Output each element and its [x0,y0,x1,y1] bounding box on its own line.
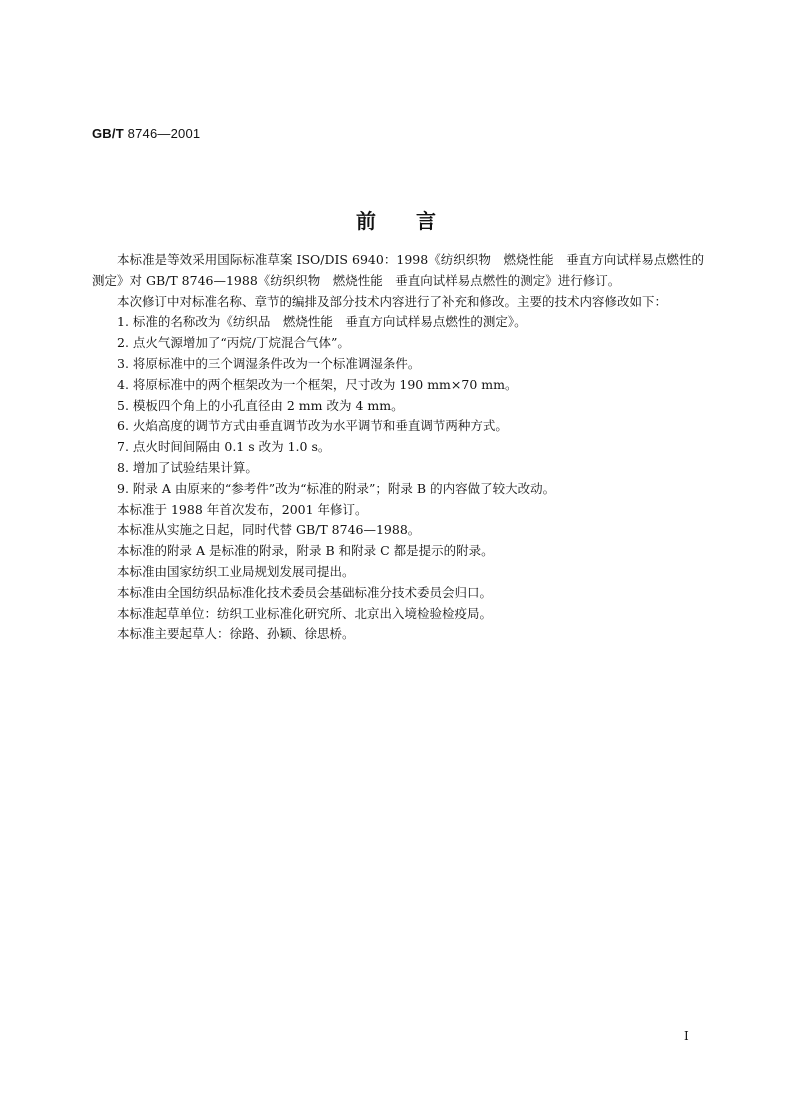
change-item-4: 4. 将原标准中的两个框架改为一个框架，尺寸改为 190 mm×70 mm。 [117,376,518,392]
standard-code-number: 8746—2001 [127,126,201,141]
statement-proposed-by: 本标准由国家纺织工业局规划发展司提出。 [117,563,355,579]
page-number: I [684,1029,689,1043]
change-item-2: 2. 点火气源增加了“丙烷/丁烷混合气体”。 [117,335,350,351]
statement-annexes: 本标准的附录 A 是标准的附录，附录 B 和附录 C 都是提示的附录。 [117,543,494,559]
change-item-9: 9. 附录 A 由原来的“参考件”改为“标准的附录”；附录 B 的内容做了较大改动。 [117,480,556,496]
changes-list [92,312,704,499]
change-item-6: 6. 火焰高度的调节方式由垂直调节改为水平调节和垂直调节两种方式。 [117,418,508,434]
change-item-3: 3. 将原标准中的三个调湿条件改为一个标准调湿条件。 [117,355,421,371]
change-item-8: 8. 增加了试验结果计算。 [117,459,258,475]
document-body [92,250,704,645]
statement-managed-by: 本标准由全国纺织品标准化技术委员会基础标准分技术委员会归口。 [117,584,493,600]
statement-drafting-units: 本标准起草单位：纺织工业标准化研究所、北京出入境检验检疫局。 [117,605,493,621]
page-title: 前言 [356,209,476,233]
change-item-1: 1. 标准的名称改为《纺织品 燃烧性能 垂直方向试样易点燃性的测定》。 [117,314,527,330]
change-item-5: 5. 模板四个角上的小孔直径由 2 mm 改为 4 mm。 [117,397,404,413]
intro-paragraph: 本标准是等效采用国际标准草案 ISO/DIS 6940：1998《纺织织物 燃烧性能 垂直方向试样易点燃性的测定》对 GB/T 8746—1988《纺织织物 燃烧性能 垂直向试样易点燃性的测定》进行修订。 [92,252,704,288]
standard-code-prefix: GB/T [92,126,124,141]
statements-list [92,500,704,646]
revision-paragraph: 本次修订中对标准名称、章节的编排及部分技术内容进行了补充和修改。主要的技术内容修改如下： [117,293,668,309]
standard-code [92,126,200,141]
statement-replaces: 本标准从实施之日起，同时代替 GB/T 8746—1988。 [117,522,421,538]
change-item-7: 7. 点火时间间隔由 0.1 s 改为 1.0 s。 [117,439,331,455]
statement-drafters: 本标准主要起草人：徐路、孙颖、徐思桥。 [117,626,355,642]
statement-first-issue: 本标准于 1988 年首次发布，2001 年修订。 [117,501,368,517]
